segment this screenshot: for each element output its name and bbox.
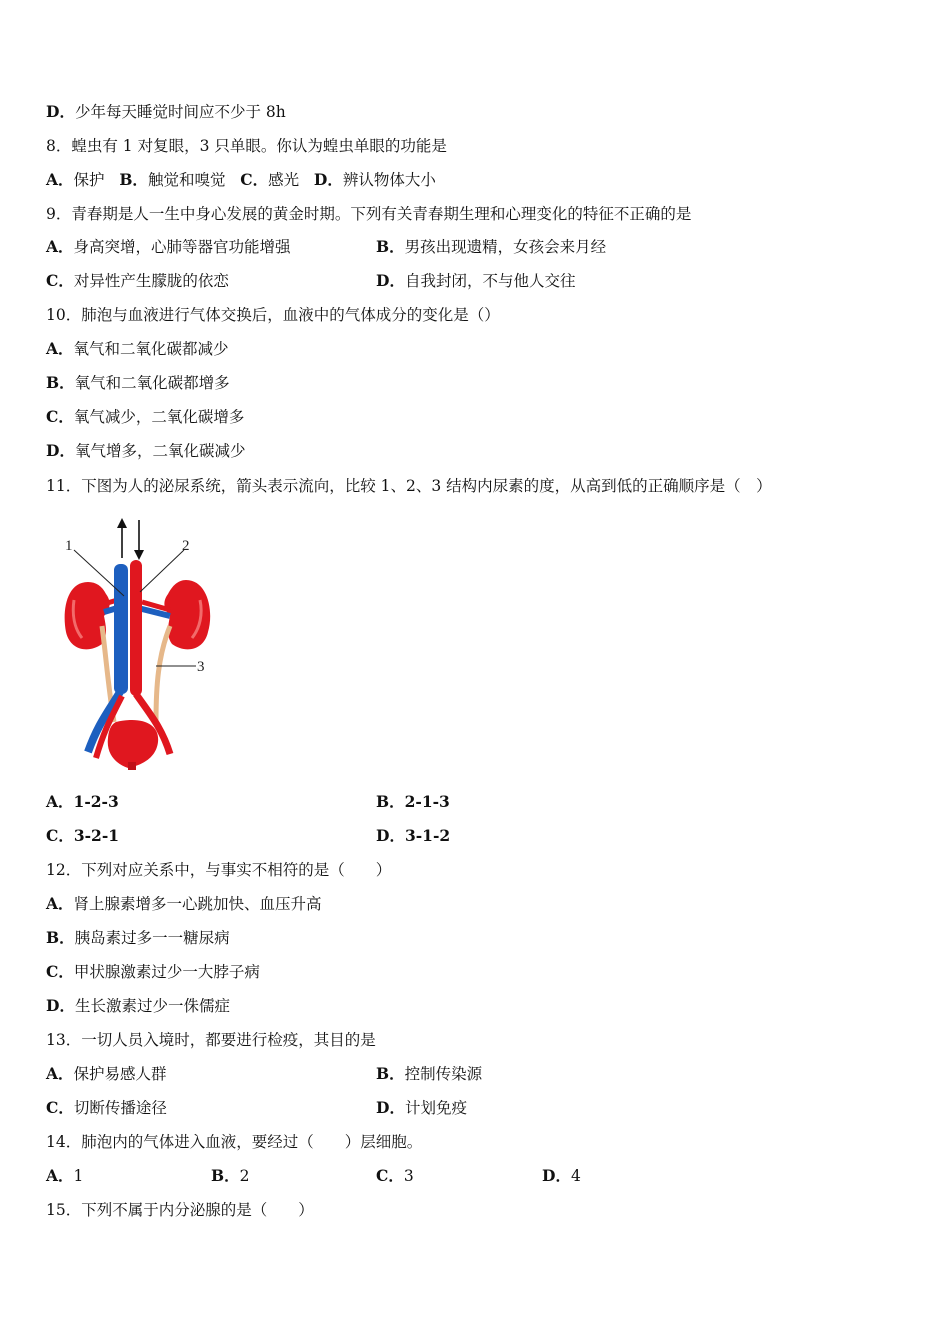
- figure-label-3: 3: [197, 659, 205, 675]
- q14-option-a: A．1: [46, 1166, 84, 1185]
- q7-option-d: D．少年每天睡觉时间应不少于 8h: [46, 102, 286, 121]
- q12-option-d: D．生长激素过少一侏儒症: [46, 996, 230, 1015]
- vena-cava: [114, 564, 128, 694]
- urinary-system-figure: [58, 516, 218, 772]
- q10-stem: 10．肺泡与血液进行气体交换后，血液中的气体成分的变化是（）: [46, 306, 500, 324]
- figure-label-2: 2: [182, 538, 190, 554]
- q8-options: A．保护 B．触觉和嗅觉 C．感光 D．辨认物体大小: [46, 170, 436, 189]
- arrow-up-head: [117, 518, 127, 528]
- q10-option-b: B．氧气和二氧化碳都增多: [46, 373, 230, 392]
- q14-option-c: C．3: [376, 1166, 414, 1185]
- q9-option-a: A．身高突增，心肺等器官功能增强: [46, 237, 291, 256]
- q9-option-b: B．男孩出现遗精，女孩会来月经: [376, 237, 607, 256]
- q11-option-c: C．3-2-1: [46, 826, 120, 845]
- q8-stem: 8．蝗虫有 1 对复眼，3 只单眼。你认为蝗虫单眼的功能是: [46, 137, 447, 155]
- q13-option-d: D．计划免疫: [376, 1098, 467, 1117]
- q11-option-d: D．3-1-2: [376, 826, 451, 845]
- q12-option-b: B．胰岛素过多一一糖尿病: [46, 928, 230, 947]
- figure-label-1: 1: [65, 538, 73, 554]
- q9-stem: 9．青春期是人一生中身心发展的黄金时期。下列有关青春期生理和心理变化的特征不正确的是: [46, 205, 692, 223]
- q13-option-b: B．控制传染源: [376, 1064, 483, 1083]
- q14-option-d: D．4: [542, 1166, 581, 1185]
- q12-stem: 12．下列对应关系中，与事实不相符的是（ ）: [46, 861, 392, 879]
- q15-stem: 15．下列不属于内分泌腺的是（ ）: [46, 1201, 314, 1219]
- q13-option-c: C．切断传播途径: [46, 1098, 167, 1117]
- bladder: [108, 720, 158, 768]
- q10-option-c: C．氧气减少，二氧化碳增多: [46, 407, 245, 426]
- arrow-down-head: [134, 550, 144, 560]
- q13-option-a: A．保护易感人群: [46, 1064, 167, 1083]
- q14-option-b: B．2: [211, 1166, 250, 1185]
- q10-option-a: A．氧气和二氧化碳都减少: [46, 339, 229, 358]
- aorta: [130, 560, 142, 696]
- q12-option-c: C．甲状腺激素过少一大脖子病: [46, 962, 260, 981]
- q12-option-a: A．肾上腺素增多一心跳加快、血压升高: [46, 894, 322, 913]
- q13-stem: 13．一切人员入境时，都要进行检疫，其目的是: [46, 1031, 376, 1049]
- ureter-right: [156, 626, 170, 722]
- right-kidney: [164, 580, 210, 649]
- q9-option-c: C．对异性产生朦胧的依恋: [46, 271, 229, 290]
- q9-option-d: D．自我封闭，不与他人交往: [376, 271, 576, 290]
- q11-stem: 11．下图为人的泌尿系统，箭头表示流向，比较 1、2、3 结构内尿素的度，从高到低的正确顺序是（ ）: [46, 477, 772, 495]
- q10-option-d: D．氧气增多，二氧化碳减少: [46, 441, 246, 460]
- q14-stem: 14．肺泡内的气体进入血液，要经过（ ）层细胞。: [46, 1133, 423, 1151]
- q11-option-a: A．1-2-3: [46, 792, 119, 811]
- q11-option-b: B．2-1-3: [376, 792, 450, 811]
